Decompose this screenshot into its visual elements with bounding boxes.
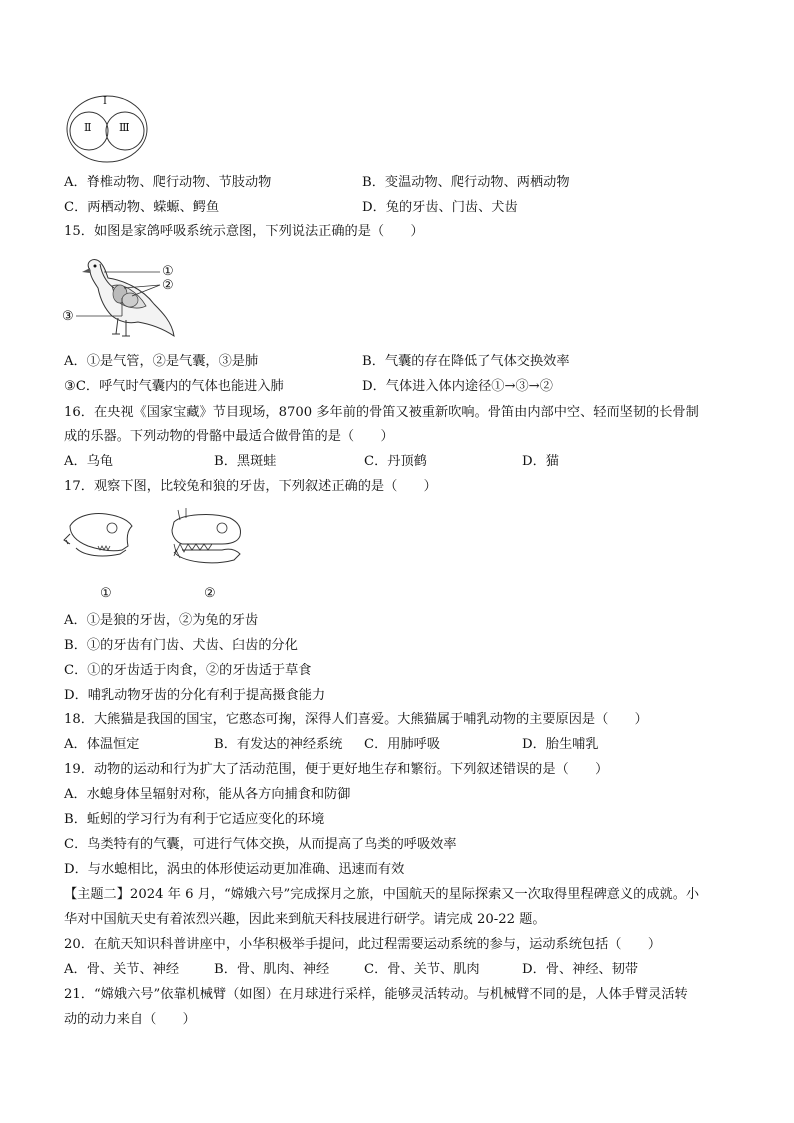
venn-label-3: Ⅲ xyxy=(119,121,130,134)
pigeon-respiratory-figure xyxy=(62,252,192,344)
q18-option-d: D．胎生哺乳 xyxy=(522,737,599,752)
q17-option-a: A．①是狼的牙齿，②为兔的牙齿 xyxy=(64,613,259,628)
q19-option-b: B．蚯蚓的学习行为有利于它适应变化的环境 xyxy=(64,812,325,827)
q16-option-d: D．猫 xyxy=(522,454,559,469)
q17-option-b: B．①的牙齿有门齿、犬齿、臼齿的分化 xyxy=(64,638,298,653)
q17-stem: 17．观察下图，比较兔和狼的牙齿，下列叙述正确的是（ ） xyxy=(64,479,437,494)
venn-diagram xyxy=(64,94,154,164)
q15-option-b: B．气囊的存在降低了气体交换效率 xyxy=(362,354,570,369)
theme2-line1: 【主题二】2024 年 6 月，“嫦娥六号”完成探月之旅，中国航天的星际探索又一次取得里程碑意义的成就。小 xyxy=(64,887,700,902)
skull-label-2: ② xyxy=(204,586,216,601)
q19-option-c: C．鸟类特有的气囊，可进行气体交换，从而提高了鸟类的呼吸效率 xyxy=(64,837,457,852)
pigeon-label-2: ② xyxy=(162,278,174,293)
pigeon-label-3: ③ xyxy=(62,309,74,324)
q20-stem: 20．在航天知识科普讲座中，小华积极举手提问，此过程需要运动系统的参与，运动系统包括（ ） xyxy=(64,937,662,952)
q18-option-a: A．体温恒定 xyxy=(64,737,140,752)
skull-illustrations xyxy=(62,506,252,581)
pigeon-label-1: ① xyxy=(162,264,174,279)
skull-label-1: ① xyxy=(100,586,112,601)
q19-stem: 19．动物的运动和行为扩大了活动范围，便于更好地生存和繁衍。下列叙述错误的是（ ） xyxy=(64,762,609,777)
venn-label-2: Ⅱ xyxy=(84,121,92,134)
venn-diagram-svg xyxy=(64,94,154,164)
q18-stem: 18．大熊猫是我国的国宝，它憨态可掬，深得人们喜爱。大熊猫属于哺乳动物的主要原因是（ ） xyxy=(64,712,648,727)
q17-option-c: C．①的牙齿适于肉食，②的牙齿适于草食 xyxy=(64,663,312,678)
q20-option-a: A．骨、关节、神经 xyxy=(64,962,180,977)
q14-option-b: B．变温动物、爬行动物、两栖动物 xyxy=(362,175,570,190)
venn-label-1: Ⅰ xyxy=(103,96,107,107)
q16-option-c: C．丹顶鹤 xyxy=(364,454,427,469)
q20-option-b: B．骨、肌肉、神经 xyxy=(214,962,330,977)
q15-option-a: A．①是气管，②是气囊，③是肺 xyxy=(64,354,259,369)
q17-option-d: D．哺乳动物牙齿的分化有利于提高摄食能力 xyxy=(64,688,326,703)
q21-stem-line2: 动的动力来自（ ） xyxy=(64,1012,196,1027)
skull-figure xyxy=(62,506,252,606)
q18-option-b: B．有发达的神经系统 xyxy=(214,737,343,752)
venn-outer-ellipse xyxy=(67,96,147,162)
q15-option-d: D．气体进入体内途径①→③→② xyxy=(362,379,553,394)
q16-stem-line1: 16．在央视《国家宝藏》节目现场，8700 多年前的骨笛又被重新吹响。骨笛由内部中空、轻而坚韧的长骨制 xyxy=(64,405,699,420)
q21-stem-line1: 21．“嫦娥六号”依靠机械臂（如图）在月球进行采样，能够灵活转动。与机械臂不同的是，人体手臂灵活转 xyxy=(64,987,688,1002)
q19-option-a: A．水螅身体呈辐射对称，能从各方向捕食和防御 xyxy=(64,787,351,802)
q16-stem-line2: 成的乐器。下列动物的骨骼中最适合做骨笛的是（ ） xyxy=(64,429,394,444)
q16-option-a: A．乌龟 xyxy=(64,454,114,469)
q18-option-c: C．用肺呼吸 xyxy=(364,737,441,752)
q15-option-c: ③C．呼气时气囊内的气体也能进入肺 xyxy=(64,379,284,394)
q20-option-c: C．骨、关节、肌肉 xyxy=(364,962,480,977)
q19-option-d: D．与水螅相比，涡虫的体形使运动更加准确、迅速而有效 xyxy=(64,862,405,877)
q15-stem: 15．如图是家鸽呼吸系统示意图，下列说法正确的是（ ） xyxy=(64,224,424,239)
q14-option-c: C．两栖动物、蝾螈、鳄鱼 xyxy=(64,200,220,215)
theme2-line2: 华对中国航天史有着浓烈兴趣，因此来到航天科技展进行研学。请完成 20-22 题。 xyxy=(64,912,546,927)
q20-option-d: D．骨、神经、韧带 xyxy=(522,962,639,977)
q14-option-d: D．兔的牙齿、门齿、犬齿 xyxy=(362,200,518,215)
q14-option-a: A．脊椎动物、爬行动物、节肢动物 xyxy=(64,175,272,190)
q16-option-b: B．黑斑蛙 xyxy=(214,454,277,469)
